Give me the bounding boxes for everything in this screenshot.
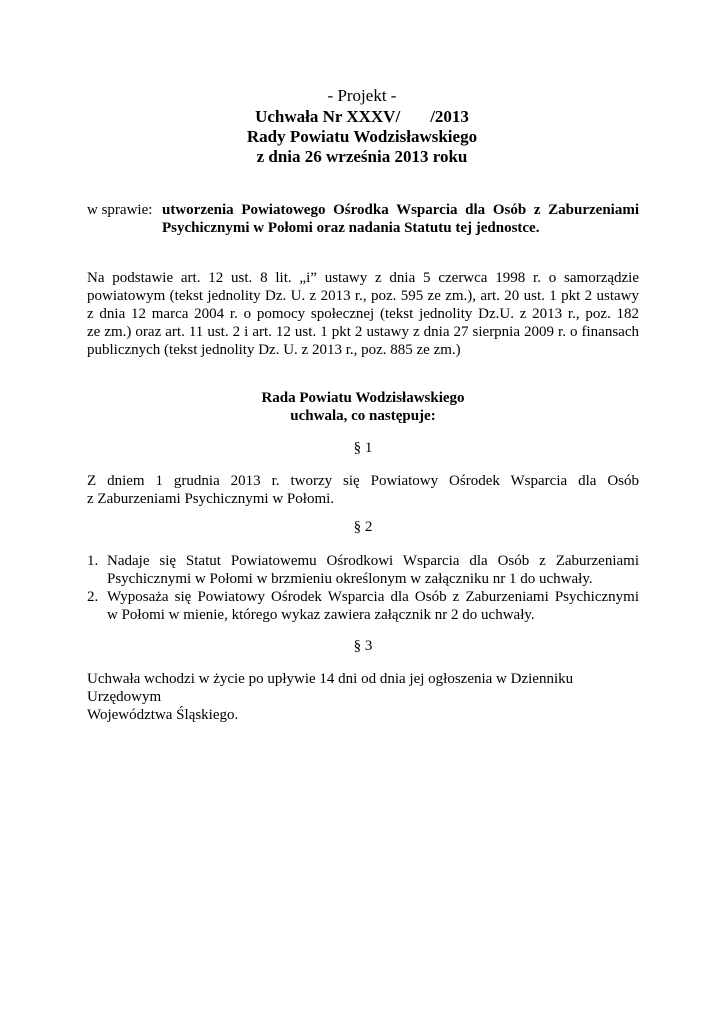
section-3-line: Uchwała wchodzi w życie po upływie 14 dni od dnia jej ogłoszenia w Dzienniku Urzędowym: [87, 671, 574, 705]
legal-basis-paragraph: [87, 269, 639, 359]
resolution-date: z dnia 26 września 2013 roku: [256, 147, 468, 166]
enacting-formula: uchwala, co następuje:: [290, 408, 436, 424]
council-name: Rady Powiatu Wodzisławskiego: [246, 127, 478, 146]
list-item-number: 2.: [87, 589, 99, 605]
section-1-text: [87, 472, 639, 508]
legal-basis-line: publicznych (tekst jednolity Dz. U. z 2013 r., poz. 885 ze zm.): [87, 342, 461, 358]
section-3-heading: § 3: [353, 638, 373, 654]
legal-basis-line: powiatowym (tekst jednolity Dz. U. z 2013 r., poz. 595 ze zm.), art. 20 ust. 1 pkt 2 ustawy: [87, 288, 639, 304]
section-1-heading: § 1: [353, 440, 373, 456]
section-3-line: Województwa Śląskiego.: [87, 707, 239, 723]
section-1-line: Z dniem 1 grudnia 2013 r. tworzy się Powiatowy Ośrodek Wsparcia dla Osób: [87, 473, 639, 489]
list-item-line: Nadaje się Statut Powiatowemu Ośrodkowi Wsparcia dla Osób z Zaburzeniami: [107, 553, 639, 569]
section-2-list: [87, 552, 639, 624]
subject-text: utworzenia Powiatowego Ośrodka Wsparcia dla Osób z Zaburzeniami Psychicznymi w Połomi oraz nadania Statutu tej jednostce.: [162, 202, 639, 236]
list-item-number: 1.: [87, 553, 99, 569]
legal-basis-line: ze zm.) oraz art. 11 ust. 2 i art. 12 ust. 1 pkt 2 ustawy z dnia 27 sierpnia 2009 r. o finansach: [87, 324, 639, 340]
list-item-line: w Połomi w mienie, którego wykaz zawiera załącznik nr 2 do uchwały.: [107, 607, 535, 623]
subject-label: w sprawie:: [87, 202, 153, 218]
legal-basis-line: z dnia 12 marca 2004 r. o pomocy społecznej (tekst jednolity Dz.U. z 2013 r., poz. 182: [87, 306, 639, 322]
list-item: [87, 552, 639, 588]
enacting-clause: [87, 389, 639, 425]
list-item: [87, 588, 639, 624]
resolution-title: [0, 107, 724, 127]
list-item-line: Psychicznymi w Połomi w brzmieniu określonym w załączniku nr 1 do uchwały.: [107, 571, 593, 587]
subject-section: [87, 201, 639, 237]
section-2-heading: § 2: [353, 519, 373, 535]
list-item-line: Wyposaża się Powiatowy Ośrodek Wsparcia dla Osób z Zaburzeniami Psychicznymi: [107, 589, 639, 605]
enacting-council: Rada Powiatu Wodzisławskiego: [261, 390, 465, 406]
section-3-text: [87, 670, 639, 724]
resolution-title-suffix: /2013: [430, 107, 469, 126]
resolution-title-prefix: Uchwała Nr XXXV/: [255, 107, 401, 126]
legal-basis-line: Na podstawie art. 12 ust. 8 lit. „i” ustawy z dnia 5 czerwca 1998 r. o samorządzie: [87, 270, 639, 286]
draft-label: - Projekt -: [327, 86, 397, 105]
section-1-line: z Zaburzeniami Psychicznymi w Połomi.: [87, 491, 335, 507]
